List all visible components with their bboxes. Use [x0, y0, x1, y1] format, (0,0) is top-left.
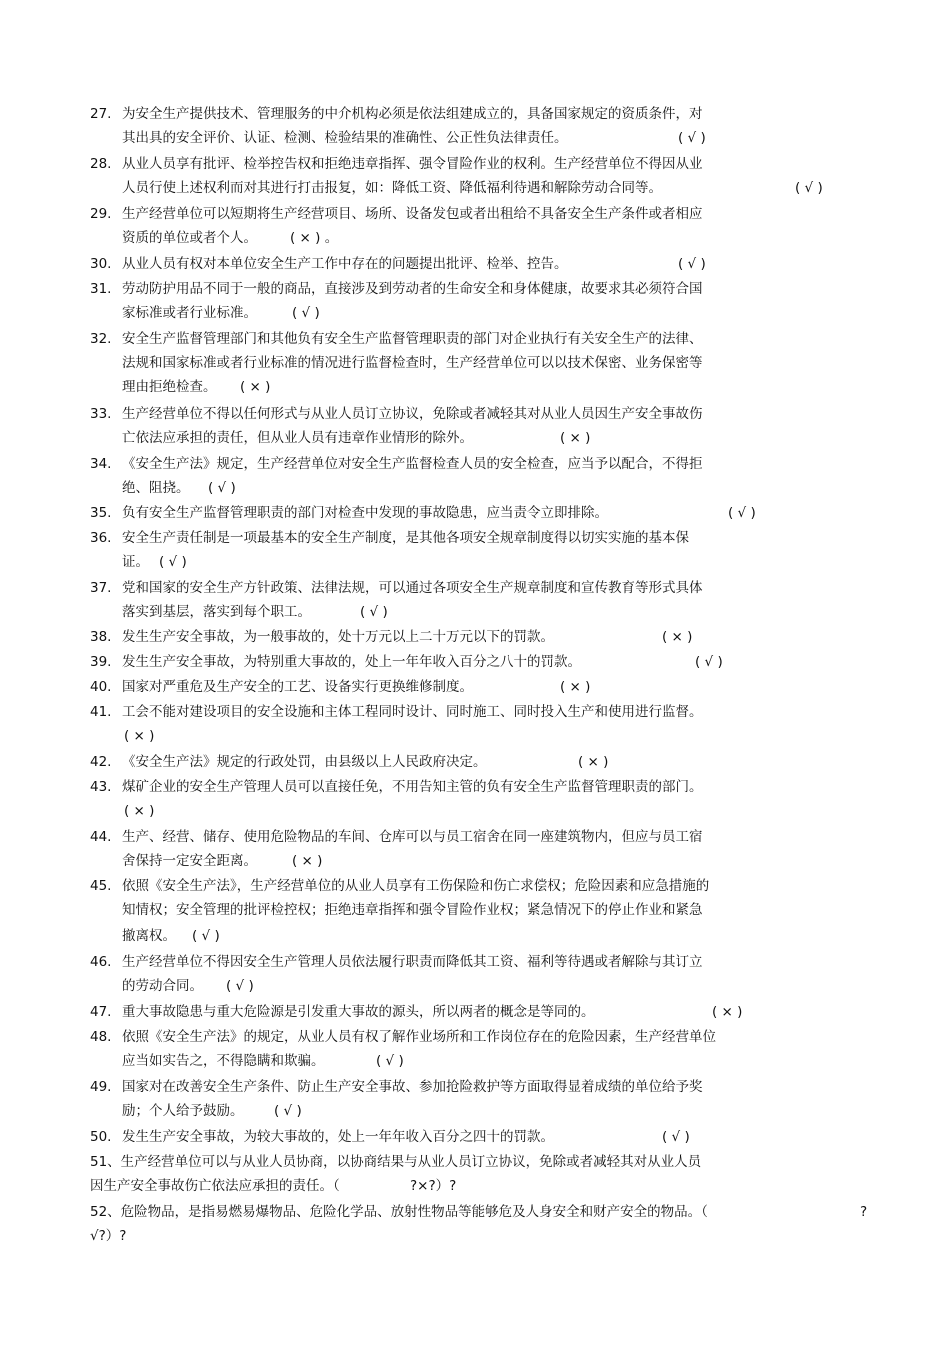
answer-mark: ( × )	[578, 754, 609, 770]
answer-mark: ( √ )	[360, 604, 388, 620]
item-text: 《安全生产法》规定，生产经营单位对安全生产监督检查人员的安全检查，应当予以配合，不得拒	[122, 456, 703, 472]
item-text: 为安全生产提供技术、管理服务的中介机构必须是依法组建成立的，具备国家规定的资质条件，对	[122, 106, 703, 122]
item-text: 负有安全生产监督管理职责的部门对检查中发现的事故隐患，应当责令立即排除。	[122, 505, 608, 521]
answer-mark: ( × )	[712, 1004, 743, 1020]
answer-mark: ( × )	[124, 803, 155, 819]
answer-mark: ?×?）?	[410, 1178, 457, 1194]
item-text: 党和国家的安全生产方针政策、法律法规，可以通过各项安全生产规章制度和宣传教育等形式具体	[122, 580, 703, 596]
answer-mark: ( √ )	[678, 130, 706, 146]
answer-mark: ( √ )	[208, 480, 236, 496]
item-text: 52、危险物品，是指易燃易爆物品、危险化学品、放射性物品等能够危及人身安全和财产安全的物品。（	[90, 1204, 708, 1220]
answer-mark: ( √ )	[662, 1129, 690, 1145]
item-text: 国家对在改善安全生产条件、防止生产安全事故、参加抢险救护等方面取得显着成绩的单位给予奖	[122, 1079, 703, 1095]
item-text: 其出具的安全评价、认证、检测、检验结果的准确性、公正性负法律责任。	[122, 130, 568, 146]
item-number: 46.	[90, 954, 112, 970]
item-number: 50.	[90, 1129, 112, 1145]
item-text: 从业人员享有批评、检举控告权和拒绝违章指挥、强令冒险作业的权利。生产经营单位不得因从业	[122, 156, 703, 172]
item-number: 29.	[90, 206, 112, 222]
item-number: 49.	[90, 1079, 112, 1095]
item-text: 煤矿企业的安全生产管理人员可以直接任免，不用告知主管的负有安全生产监督管理职责的部门。	[122, 779, 703, 795]
item-number: 34.	[90, 456, 112, 472]
answer-mark: ( √ )	[795, 180, 823, 196]
item-number: 32.	[90, 331, 112, 347]
item-text: 人员行使上述权利而对其进行打击报复，如：降低工资、降低福利待遇和解除劳动合同等。	[122, 180, 662, 196]
item-number: 47.	[90, 1004, 112, 1020]
item-text: 国家对严重危及生产安全的工艺、设备实行更换维修制度。	[122, 679, 473, 695]
answer-mark: ( √ )	[376, 1053, 404, 1069]
item-text: 励；个人给予鼓励。	[122, 1103, 244, 1119]
item-text: 生产经营单位不得以任何形式与从业人员订立协议，免除或者减轻其对从业人员因生产安全事故伤	[122, 406, 703, 422]
item-number: 48.	[90, 1029, 112, 1045]
answer-mark: ( × )	[292, 853, 323, 869]
answer-mark: ( × )	[560, 679, 591, 695]
item-text: 发生生产安全事故，为特别重大事故的，处上一年年收入百分之八十的罚款。	[122, 654, 581, 670]
item-text: 资质的单位或者个人。	[122, 230, 257, 246]
answer-mark: ( × )	[560, 430, 591, 446]
item-number: 31.	[90, 281, 112, 297]
item-number: 28.	[90, 156, 112, 172]
item-text: 51、生产经营单位可以与从业人员协商，以协商结果与从业人员订立协议，免除或者减轻其对从业人员	[90, 1154, 702, 1170]
answer-mark: ( √ )	[159, 554, 187, 570]
item-number: 33.	[90, 406, 112, 422]
item-number: 35.	[90, 505, 112, 521]
item-text: 因生产安全事故伤亡依法应承担的责任。（	[90, 1178, 340, 1194]
item-text: 亡依法应承担的责任，但从业人员有违章作业情形的除外。	[122, 430, 473, 446]
item-number: 27.	[90, 106, 112, 122]
answer-mark: ( √ )	[226, 978, 254, 994]
item-text: 发生生产安全事故，为较大事故的，处上一年年收入百分之四十的罚款。	[122, 1129, 554, 1145]
answer-mark: ( √ )	[695, 654, 723, 670]
answer-mark: ( × )	[124, 728, 155, 744]
item-text: 撤离权。	[122, 928, 176, 944]
item-text: 安全生产责任制是一项最基本的安全生产制度，是其他各项安全规章制度得以切实实施的基本保	[122, 530, 689, 546]
item-text: 绝、阻挠。	[122, 480, 190, 496]
item-number: 42.	[90, 754, 112, 770]
item-text: 从业人员有权对本单位安全生产工作中存在的问题提出批评、检举、控告。	[122, 256, 568, 272]
item-text: 落实到基层，落实到每个职工。	[122, 604, 311, 620]
item-text: 生产经营单位不得因安全生产管理人员依法履行职责而降低其工资、福利等待遇或者解除与其订立	[122, 954, 703, 970]
item-number: 45.	[90, 878, 112, 894]
item-number: 38.	[90, 629, 112, 645]
item-number: 36.	[90, 530, 112, 546]
item-number: 30.	[90, 256, 112, 272]
item-text: 法规和国家标准或者行业标准的情况进行监督检查时，生产经营单位可以以技术保密、业务保密等	[122, 355, 703, 371]
item-text: 家标准或者行业标准。	[122, 305, 257, 321]
item-number: 44.	[90, 829, 112, 845]
item-text: 安全生产监督管理部门和其他负有安全生产监督管理职责的部门对企业执行有关安全生产的法律、	[122, 331, 703, 347]
item-number: 41.	[90, 704, 112, 720]
answer-mark: ( √ )	[728, 505, 756, 521]
item-text: 证。	[122, 554, 149, 570]
item-text: 劳动防护用品不同于一般的商品，直接涉及到劳动者的生命安全和身体健康，故要求其必须符合国	[122, 281, 703, 297]
item-text: 生产经营单位可以短期将生产经营项目、场所、设备发包或者出租给不具备安全生产条件或者相应	[122, 206, 703, 222]
item-text: 发生生产安全事故，为一般事故的，处十万元以上二十万元以下的罚款。	[122, 629, 554, 645]
item-text: 知情权；安全管理的批评检控权；拒绝违章指挥和强令冒险作业权；紧急情况下的停止作业和紧急	[122, 902, 703, 918]
item-text: 《安全生产法》规定的行政处罚，由县级以上人民政府决定。	[122, 754, 487, 770]
item-text: 工会不能对建设项目的安全设施和主体工程同时设计、同时施工、同时投入生产和使用进行监督。	[122, 704, 703, 720]
item-text: 依照《安全生产法》，生产经营单位的从业人员享有工伤保险和伤亡求偿权；危险因素和应急措施的	[122, 878, 710, 894]
item-number: 40.	[90, 679, 112, 695]
item-text: 生产、经营、储存、使用危险物品的车间、仓库可以与员工宿舍在同一座建筑物内，但应与员工宿	[122, 829, 703, 845]
item-text: 应当如实告之，不得隐瞒和欺骗。	[122, 1053, 325, 1069]
answer-mark: ( × )	[662, 629, 693, 645]
item-text: 依照《安全生产法》的规定，从业人员有权了解作业场所和工作岗位存在的危险因素，生产经营单位	[122, 1029, 716, 1045]
item-number: 43.	[90, 779, 112, 795]
item-number: 39.	[90, 654, 112, 670]
item-number: 37.	[90, 580, 112, 596]
answer-mark: ?	[860, 1204, 868, 1220]
answer-mark: ( √ )	[192, 928, 220, 944]
item-text: 舍保持一定安全距离。	[122, 853, 257, 869]
answer-mark: ( √ )	[292, 305, 320, 321]
answer-mark: ( √ )	[678, 256, 706, 272]
answer-mark: ( × )	[240, 379, 271, 395]
answer-mark: ( × ) 。	[290, 230, 339, 246]
item-text: 理由拒绝检查。	[122, 379, 217, 395]
item-text: 重大事故隐患与重大危险源是引发重大事故的源头，所以两者的概念是等同的。	[122, 1004, 595, 1020]
item-text: 的劳动合同。	[122, 978, 203, 994]
answer-mark: ( √ )	[274, 1103, 302, 1119]
answer-mark: √?）?	[90, 1228, 127, 1244]
